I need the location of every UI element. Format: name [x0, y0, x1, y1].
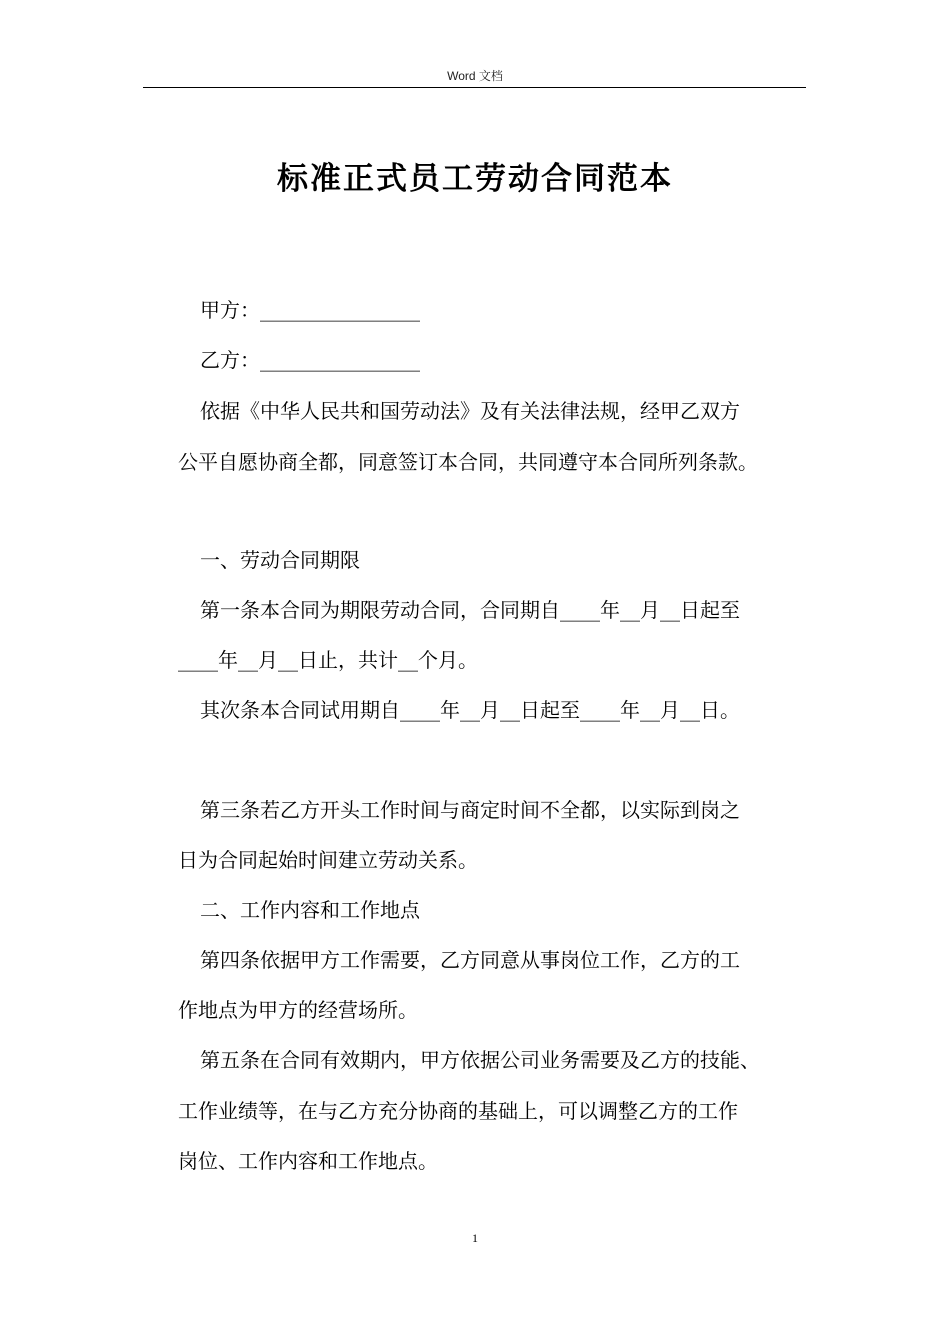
body-paragraph-line: 第一条本合同为期限劳动合同，合同期自____年__月__日起至: [200, 598, 740, 622]
section-heading: 一、劳动合同期限: [200, 548, 360, 572]
body-paragraph-line: 作地点为甲方的经营场所。: [178, 998, 418, 1022]
body-paragraph-line: 日为合同起始时间建立劳动关系。: [178, 848, 478, 872]
page-number: 1: [472, 1231, 478, 1245]
body-paragraph-line: 第五条在合同有效期内，甲方依据公司业务需要及乙方的技能、: [200, 1048, 760, 1072]
section-heading: 二、工作内容和工作地点: [200, 898, 420, 922]
body-paragraph-line: 依据《中华人民共和国劳动法》及有关法律法规，经甲乙双方: [200, 399, 740, 423]
page-header-label: Word 文档: [447, 69, 503, 83]
document-title: 标准正式员工劳动合同范本: [277, 161, 673, 197]
body-paragraph-line: 岗位、工作内容和工作地点。: [178, 1149, 438, 1173]
body-paragraph-line: 第四条依据甲方工作需要，乙方同意从事岗位工作，乙方的工: [200, 948, 740, 972]
party-b-line: 乙方：________________: [200, 348, 420, 372]
body-paragraph-line: 第三条若乙方开头工作时间与商定时间不全都，以实际到岗之: [200, 798, 740, 822]
body-paragraph-line: 工作业绩等，在与乙方充分协商的基础上，可以调整乙方的工作: [178, 1099, 738, 1123]
party-a-line: 甲方：________________: [200, 298, 420, 322]
header-divider: [143, 87, 806, 88]
body-paragraph-line: ____年__月__日止，共计__个月。: [178, 648, 478, 672]
body-paragraph-line: 其次条本合同试用期自____年__月__日起至____年__月__日。: [200, 698, 740, 722]
body-paragraph-line: 公平自愿协商全都，同意签订本合同，共同遵守本合同所列条款。: [178, 450, 758, 474]
